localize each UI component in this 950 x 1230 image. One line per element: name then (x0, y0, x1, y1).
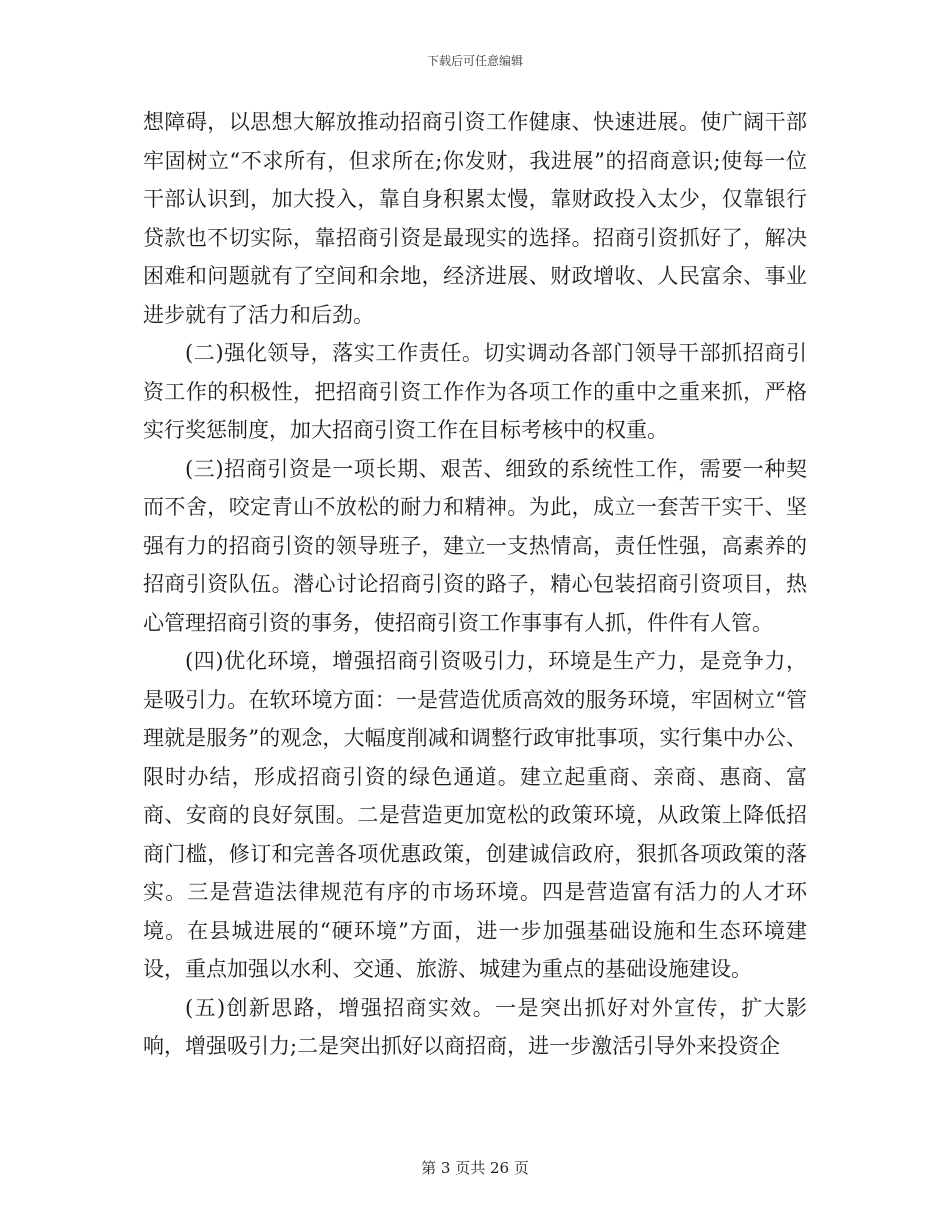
page-header: 下载后可任意编辑 (426, 54, 523, 68)
page-footer: 第 3 页共 26 页 (421, 1159, 529, 1177)
paragraph-section-3: (三)招商引资是一项长期、艰苦、细致的系统性工作，需要一种契而不舍，咬定青山不放松的耐力和精神。为此，成立一套苦干实干、坚强有力的招商引资的领导班子，建立一支热情高，责任性强，高素养的招商引资队伍。潜心讨论招商引资的路子，精心包装招商引资项目，热心管理招商引资的事务，使招商引资工作事事有人抓，件件有人管。 (143, 456, 807, 635)
paragraph-continuation: 想障碍，以思想大解放推动招商引资工作健康、快速进展。使广阔干部牢固树立“不求所有，但求所在;你发财，我进展”的招商意识;使每一位干部认识到，加大投入，靠自身积累太慢，靠财政投入太少，仅靠银行贷款也不切实际，靠招商引资是最现实的选择。招商引资抓好了，解决困难和问题就有了空间和余地，经济进展、财政增收、人民富余、事业进步就有了活力和后劲。 (143, 110, 807, 327)
document-body (143, 103, 807, 1066)
paragraph-section-4: (四)优化环境，增强招商引资吸引力，环境是生产力，是竞争力，是吸引力。在软环境方面：一是营造优质高效的服务环境，牢固树立“管理就是服务”的观念，大幅度削减和调整行政审批事项，实行集中办公、限时办结，形成招商引资的绿色通道。建立起重商、亲商、惠商、富商、安商的良好氛围。二是营造更加宽松的政策环境，从政策上降低招商门槛，修订和完善各项优惠政策，创建诚信政府，狠抓各项政策的落实。三是营造法律规范有序的市场环境。四是营造富有活力的人才环境。在县城进展的“硬环境”方面，进一步加强基础设施和生态环境建设，重点加强以水利、交通、旅游、城建为重点的基础设施建设。 (143, 649, 807, 981)
paragraph-section-2: (二)强化领导，落实工作责任。切实调动各部门领导干部抓招商引资工作的积极性，把招商引资工作作为各项工作的重中之重来抓，严格实行奖惩制度，加大招商引资工作在目标考核中的权重。 (143, 341, 807, 442)
paragraph-section-5: (五)创新思路，增强招商实效。一是突出抓好对外宣传，扩大影响，增强吸引力;二是突出抓好以商招商，进一步激活引导外来投资企 (143, 995, 807, 1058)
